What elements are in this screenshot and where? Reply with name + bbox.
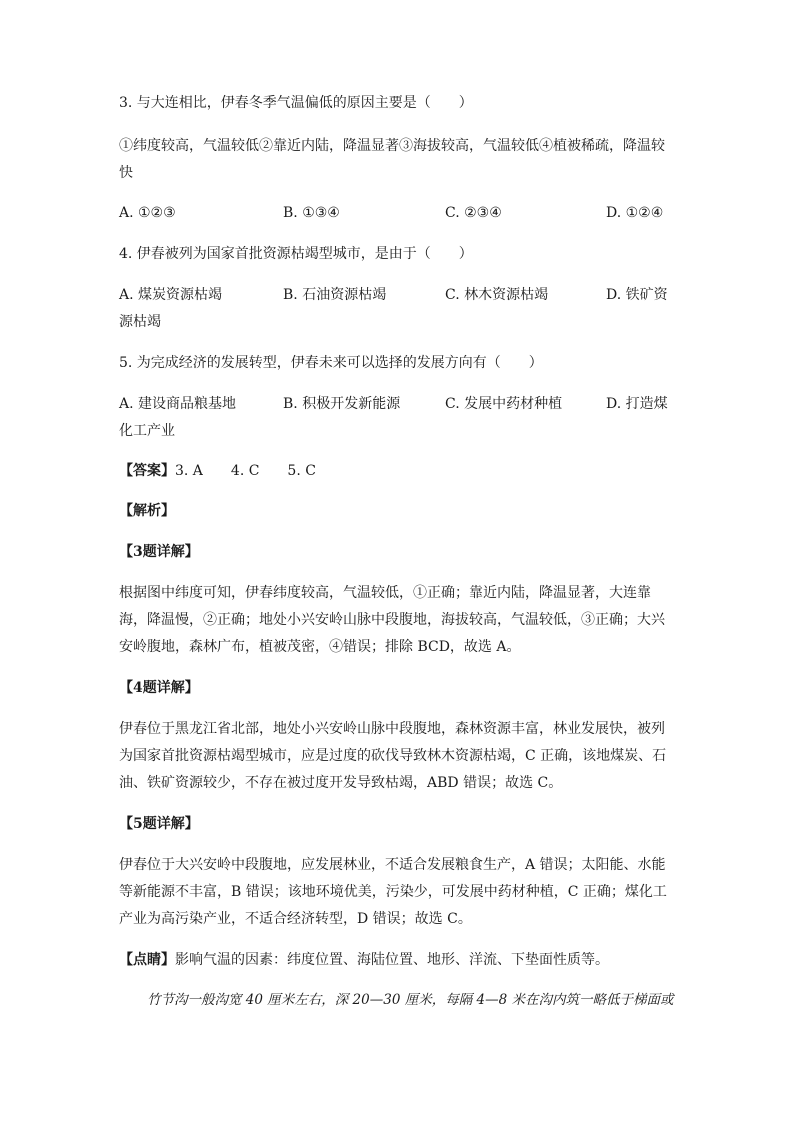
q3-stem: 3. 与大连相比，伊春冬季气温偏低的原因主要是（ ）: [119, 95, 473, 111]
detail3-label: 【3题详解】: [119, 544, 199, 560]
q4-stem: 4. 伊春被列为国家首批资源枯竭型城市，是由于（ ）: [119, 246, 473, 262]
answer-line: [119, 462, 316, 480]
answer-label: 【答案】: [119, 463, 175, 479]
q5-stem: 5. 为完成经济的发展转型，伊春未来可以选择的发展方向有（ ）: [119, 355, 543, 371]
q4-option-c: C. 林木资源枯竭: [445, 287, 549, 303]
detail4-line3: 油、铁矿资源较少，不存在被过度开发导致枯竭，ABD 错误；故选 C。: [119, 775, 563, 791]
q3-option-b: B. ①③④: [283, 205, 340, 221]
detail4-line2: 为国家首批资源枯竭型城市，应是过度的砍伐导致林木资源枯竭，C 正确，该地煤炭、石: [119, 748, 667, 764]
q5-option-d-wrap: 化工产业: [119, 423, 175, 439]
detail5-line3: 产业为高污染产业，不适合经济转型，D 错误；故选 C。: [119, 911, 472, 927]
q4-option-d: D. 铁矿资: [606, 287, 668, 303]
q4-option-d-wrap: 源枯竭: [119, 314, 161, 330]
q3-statements-line1: ①纬度较高，气温较低②靠近内陆，降温显著③海拔较高，气温较低④植被稀疏，降温较: [119, 138, 665, 154]
tip-text: 影响气温的因素：纬度位置、海陆位置、地形、洋流、下垫面性质等。: [175, 952, 609, 968]
q5-option-c: C. 发展中药材种植: [445, 396, 563, 412]
footer-text: 竹节沟一般沟宽 40 厘米左右，深 20—30 厘米，每隔 4—8 米在沟内筑一略低于梯面或: [147, 992, 674, 1008]
tip-label: 【点睛】: [119, 952, 175, 968]
detail3-line1: 根据图中纬度可知，伊春纬度较高，气温较低，①正确；靠近内陆，降温显著，大连靠: [119, 585, 651, 601]
detail5-label: 【5题详解】: [119, 816, 199, 832]
detail5-line2: 等新能源不丰富，B 错误；该地环境优美，污染少，可发展中药材种植，C 正确；煤化工: [119, 884, 667, 900]
q3-option-c: C. ②③④: [445, 205, 502, 221]
detail4-line1: 伊春位于黑龙江省北部，地处小兴安岭山脉中段腹地，森林资源丰富，林业发展快，被列: [119, 721, 665, 737]
q5-option-b: B. 积极开发新能源: [283, 396, 401, 412]
analysis-label: 【解析】: [119, 503, 175, 519]
q5-option-a: A. 建设商品粮基地: [119, 396, 237, 412]
q5-option-d: D. 打造煤: [606, 396, 668, 412]
q4-option-a: A. 煤炭资源枯竭: [119, 287, 223, 303]
q3-option-d: D. ①②④: [606, 205, 664, 221]
tip-line: [119, 951, 609, 969]
q3-statements-line2: 快: [119, 165, 133, 181]
detail3-line2: 海，降温慢，②正确；地处小兴安岭山脉中段腹地，海拔较高，气温较低，③正确；大兴: [119, 612, 665, 628]
answer-values: 3. A 4. C 5. C: [175, 463, 316, 479]
q3-option-a: A. ①②③: [119, 205, 176, 221]
detail5-line1: 伊春位于大兴安岭中段腹地，应发展林业，不适合发展粮食生产，A 错误；太阳能、水能: [119, 857, 666, 873]
detail4-label: 【4题详解】: [119, 680, 199, 696]
detail3-line3: 安岭腹地，森林广布，植被茂密，④错误；排除 BCD，故选 A。: [119, 639, 521, 655]
q4-option-b: B. 石油资源枯竭: [283, 287, 387, 303]
